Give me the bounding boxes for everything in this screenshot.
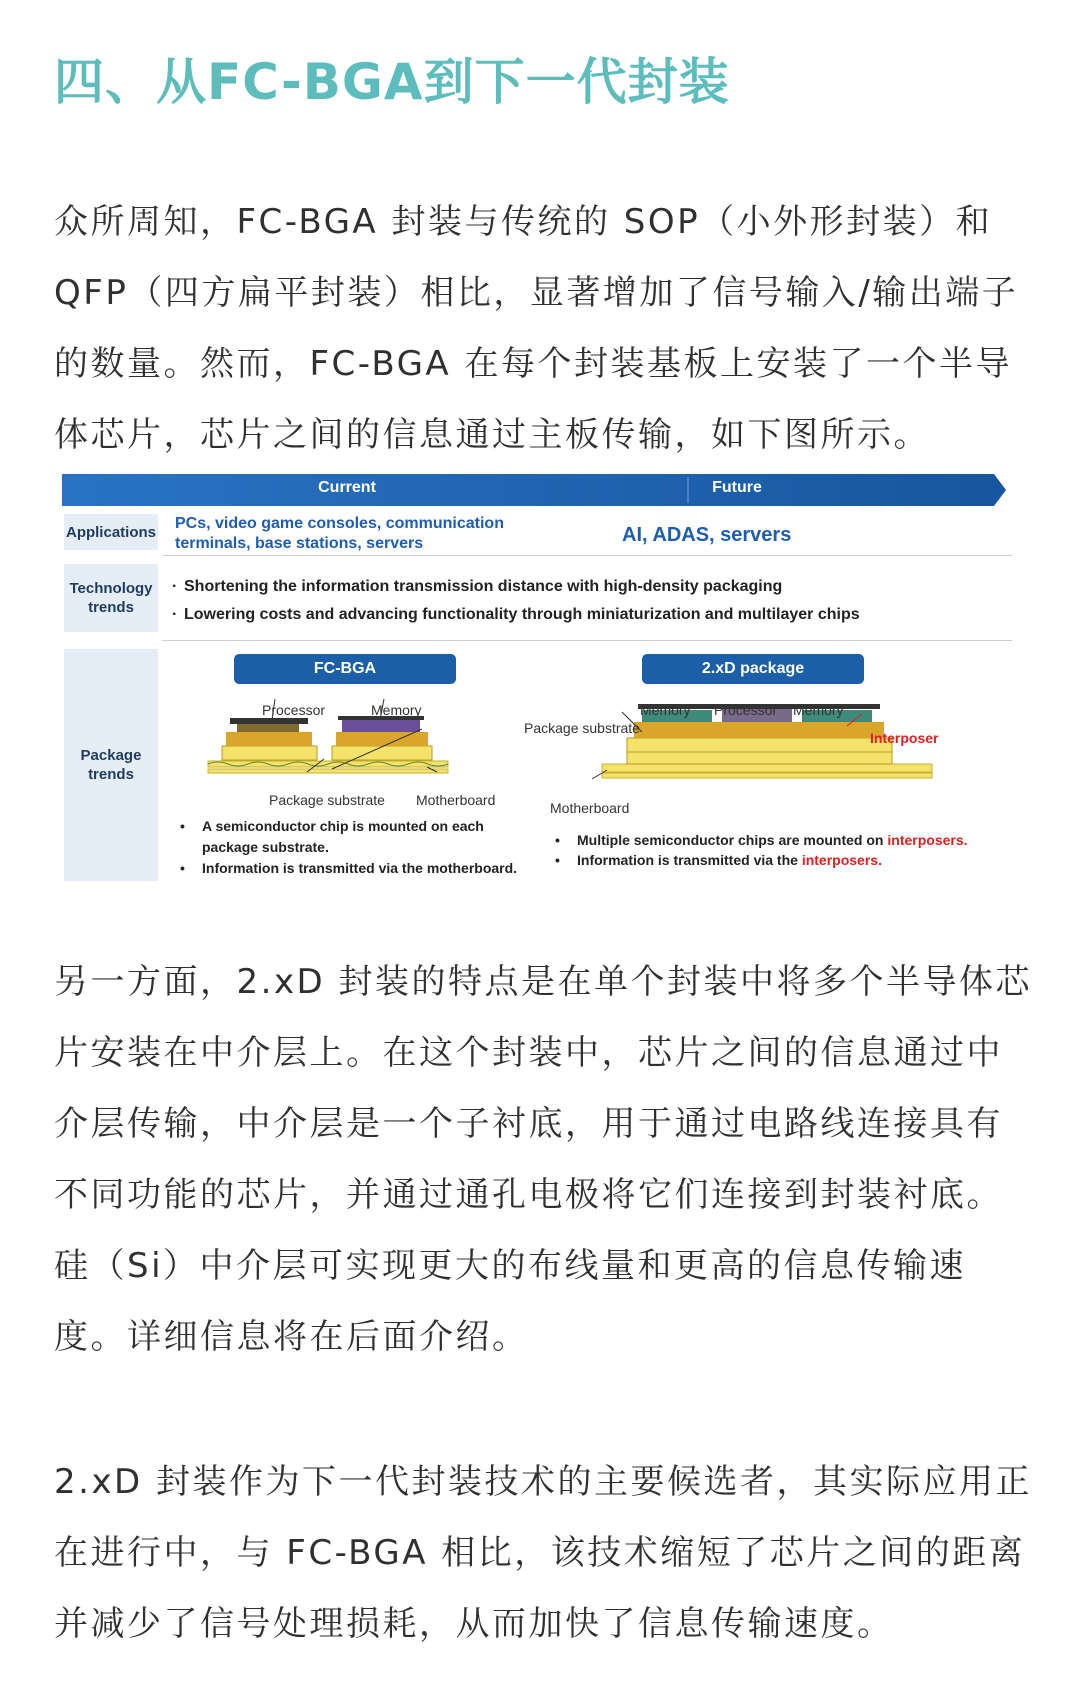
row-separator — [162, 640, 1012, 641]
xd-package-substrate-label: Package substrate — [524, 720, 640, 736]
applications-current-line-1: PCs, video game consoles, communication — [175, 515, 504, 532]
fcbga-bullet-1-line-2: package substrate. — [202, 839, 329, 855]
row-label-technology-line-2: trends — [88, 599, 134, 616]
xd-motherboard-label: Motherboard — [550, 800, 630, 816]
fcbga-bullet: • A semiconductor chip is mounted on each package substrate. — [202, 816, 484, 858]
xd-memory-left-label: Memory — [640, 702, 691, 718]
row-label-technology-trends — [64, 564, 158, 632]
xd-processor-label: Processor — [714, 702, 778, 718]
paragraph-intro: 众所周知，FC-BGA 封装与传统的 SOP（小外形封装）和 QFP（四方扁平封装）相比，显著增加了信号输入/输出端子的数量。然而，FC-BGA 在每个封装基板上安装了一个半导体芯片，芯片之间的信息通过主板传输，如下图所示。 — [54, 202, 1019, 455]
row-separator — [162, 555, 1012, 556]
applications-future: AI, ADAS, servers — [622, 524, 792, 546]
xd-title: 2.xD package — [642, 654, 864, 684]
xd-interposer-label: Interposer — [870, 730, 939, 746]
paragraph-2xd: 另一方面，2.xD 封装的特点是在单个封装中将多个半导体芯片安装在中介层上。在这个封装中，芯片之间的信息通过中介层传输，中介层是一个子衬底，用于通过电路线连接具有不同功能的芯片，并通过通孔电极将它们连接到封装衬底。硅（Si）中介层可实现更大的布线量和更高的信息传输速度。详细信息将在后面介绍。 — [54, 962, 1033, 1357]
fcbga-bullet-2-text: Information is transmitted via the motherboard. — [202, 860, 518, 876]
fcbga-bullet: • Information is transmitted via the motherboard. — [180, 860, 518, 876]
trend-item: · Shortening the information transmission distance with high-density packaging — [172, 578, 783, 595]
fcbga-memory-label: Memory — [371, 702, 422, 718]
applications-current — [175, 514, 504, 554]
row-label-applications: Applications — [64, 514, 158, 550]
xd-bullet-2-text: Information is transmitted via the — [577, 852, 802, 868]
fcbga-title: FC-BGA — [234, 654, 456, 684]
header-current: Current — [318, 479, 376, 496]
header-arrow — [62, 474, 1006, 506]
row-label-package-line-1: Package — [80, 747, 142, 764]
trend-2-text: Lowering costs and advancing functionality through miniaturization and multilayer chips — [184, 606, 860, 623]
section-heading: 四、从FC-BGA到下一代封装 — [54, 53, 730, 111]
header-future: Future — [712, 479, 762, 496]
fcbga-package-substrate-label: Package substrate — [269, 792, 385, 808]
row-label-package-line-2: trends — [88, 766, 134, 783]
fcbga-bullet-1-line-1: A semiconductor chip is mounted on each — [202, 818, 484, 834]
fcbga-motherboard-label: Motherboard — [416, 792, 496, 808]
package-comparison-figure — [62, 474, 1012, 924]
trend-item: · Lowering costs and advancing functionality through miniaturization and multilayer chips — [172, 606, 860, 623]
xd-bullet: • Multiple semiconductor chips are mounted on interposers. — [555, 832, 968, 848]
paragraph-next-gen: 2.xD 封装作为下一代封装技术的主要候选者，其实际应用正在进行中，与 FC-BGA 相比，该技术缩短了芯片之间的距离并减少了信号处理损耗，从而加快了信息传输速度。 — [54, 1462, 1033, 1644]
row-label-technology-line-1: Technology — [69, 580, 153, 597]
xd-bullet-2-highlight: interposers. — [801, 852, 882, 868]
xd-memory-right-label: Memory — [793, 702, 844, 718]
xd-bullet: • Information is transmitted via the interposers. — [555, 852, 882, 868]
row-label-package-trends — [64, 649, 158, 881]
applications-current-line-2: terminals, base stations, servers — [175, 535, 424, 552]
fcbga-processor-label: Processor — [262, 702, 326, 718]
xd-bullet-1-text: Multiple semiconductor chips are mounted on — [577, 832, 888, 848]
trend-1-text: Shortening the information transmission distance with high-density packaging — [184, 578, 783, 595]
xd-bullet-1-highlight: interposers. — [887, 832, 968, 848]
